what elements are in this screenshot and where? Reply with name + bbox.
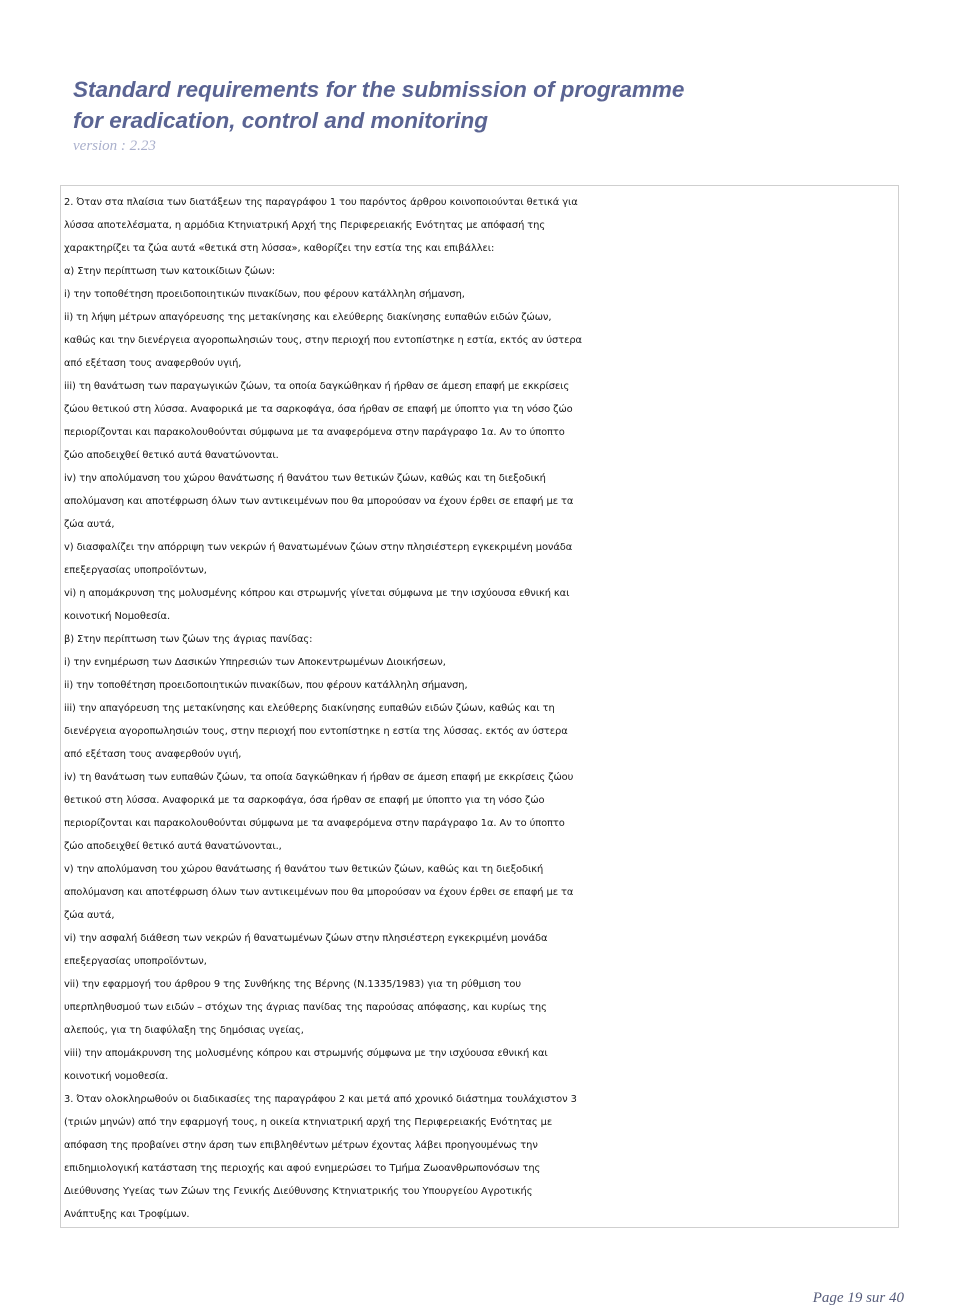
body-text-line: ζώο αποδειχθεί θετικό αυτά θανατώνονται.	[64, 450, 279, 461]
body-text-line: υπερπληθυσμού των ειδών – στόχων της άγριας πανίδας της παρούσας απόφασης, και κυρίως της	[64, 1002, 547, 1013]
body-text-line: περιορίζονται και παρακολουθούνται σύμφωνα με τα αναφερόμενα στην παράγραφο 1α. Αν το ύποπτο	[64, 818, 565, 829]
body-text-line: ζώα αυτά,	[64, 910, 115, 921]
body-text-line: επιδημιολογική κατάσταση της περιοχής και αφού ενημερώσει το Τμήμα Ζωοανθρωπονόσων της	[64, 1163, 541, 1174]
body-text-line: απολύμανση και αποτέφρωση όλων των αντικειμένων που θα μπορούσαν να έχουν έρθει σε επαφή με τα	[64, 496, 574, 507]
body-text-line: χαρακτηρίζει τα ζώα αυτά «θετικά στη λύσσα», καθορίζει την εστία της και επιβάλλει:	[64, 243, 495, 254]
body-text-line: α) Στην περίπτωση των κατοικίδιων ζώων:	[64, 266, 275, 277]
body-text-line: ii) τη λήψη μέτρων απαγόρευσης της μετακίνησης και ελεύθερης διακίνησης ευπαθών ειδών ζώων,	[64, 312, 552, 323]
body-text-line: κοινοτική Νομοθεσία.	[64, 611, 171, 622]
body-text-line: λύσσα αποτελέσματα, η αρμόδια Κτηνιατρική Αρχή της Περιφερειακής Ενότητας με απόφασή της	[64, 220, 546, 231]
body-text-line: περιορίζονται και παρακολουθούνται σύμφωνα με τα αναφερόμενα στην παράγραφο 1α. Αν το ύποπτο	[64, 427, 565, 438]
body-text-line: απόφαση της προβαίνει στην άρση των επιβληθέντων μέτρων έχοντας λάβει προηγουμένως την	[64, 1140, 538, 1151]
body-text-line: ζώο αποδειχθεί θετικό αυτά θανατώνονται.,	[64, 841, 282, 852]
body-text-line: vi) την ασφαλή διάθεση των νεκρών ή θανατωμένων ζώων στην πλησιέστερη εγκεκριμένη μονάδα	[64, 933, 548, 944]
text-content-box	[60, 185, 899, 1228]
body-text-line: κοινοτική νομοθεσία.	[64, 1071, 169, 1082]
body-text-line: v) διασφαλίζει την απόρριψη των νεκρών ή θανατωμένων ζώων στην πλησιέστερη εγκεκριμένη μονάδα	[64, 542, 573, 553]
body-text-line: iii) την απαγόρευση της μετακίνησης και ελεύθερης διακίνησης ευπαθών ειδών ζώων, καθώς και τη	[64, 703, 555, 714]
body-text-line: iv) τη θανάτωση των ευπαθών ζώων, τα οποία δαγκώθηκαν ή ήρθαν σε άμεση επαφή με εκκρίσεις ζώου	[64, 772, 574, 783]
body-text-line: viii) την απομάκρυνση της μολυσμένης κόπρου και στρωμνής σύμφωνα με την ισχύουσα εθνική και	[64, 1048, 548, 1059]
document-header	[73, 74, 893, 155]
body-text-line: από εξέταση τους αναφερθούν υγιή,	[64, 749, 242, 760]
body-text-line: vii) την εφαρμογή του άρθρου 9 της Συνθήκης της Βέρνης (Ν.1335/1983) για τη ρύθμιση του	[64, 979, 521, 990]
body-text-line: από εξέταση τους αναφερθούν υγιή,	[64, 358, 242, 369]
body-text-line: απολύμανση και αποτέφρωση όλων των αντικειμένων που θα μπορούσαν να έχουν έρθει σε επαφή με τα	[64, 887, 574, 898]
body-text-line: επεξεργασίας υποπροϊόντων,	[64, 956, 207, 967]
body-text-line: ii) την τοποθέτηση προειδοποιητικών πινακίδων, που φέρουν κατάλληλη σήμανση,	[64, 680, 468, 691]
body-text-line: β) Στην περίπτωση των ζώων της άγριας πανίδας:	[64, 634, 313, 645]
body-text-line: επεξεργασίας υποπροϊόντων,	[64, 565, 207, 576]
body-text-line: vi) η απομάκρυνση της μολυσμένης κόπρου και στρωμνής γίνεται σύμφωνα με την ισχύουσα εθνική και	[64, 588, 570, 599]
body-text-line: 2. Όταν στα πλαίσια των διατάξεων της παραγράφου 1 του παρόντος άρθρου κοινοποιούνται θετικά για	[64, 197, 578, 208]
body-text-line: i) την τοποθέτηση προειδοποιητικών πινακίδων, που φέρουν κατάλληλη σήμανση,	[64, 289, 465, 300]
body-text-line: i) την ενημέρωση των Δασικών Υπηρεσιών των Αποκεντρωμένων Διοικήσεων,	[64, 657, 446, 668]
body-text-line: 3. Όταν ολοκληρωθούν οι διαδικασίες της παραγράφου 2 και μετά από χρονικό διάστημα τουλάχιστον 3	[64, 1094, 577, 1105]
body-text-line: διενέργεια αγοροπωλησιών τους, στην περιοχή που εντοπίστηκε η εστία της λύσσας. εκτός αν ύστερα	[64, 726, 568, 737]
document-title-line-2: for eradication, control and monitoring	[73, 108, 489, 133]
body-text-line: ζώα αυτά,	[64, 519, 115, 530]
version-label: version : 2.23	[73, 138, 156, 154]
body-text-line: θετικού στη λύσσα. Αναφορικά με τα σαρκοφάγα, όσα ήρθαν σε επαφή με ύποπτο για τη νόσο ζώο	[64, 795, 545, 806]
document-title-line-1: Standard requirements for the submission of programme	[73, 77, 685, 102]
body-text-line: Διεύθυνσης Υγείας των Ζώων της Γενικής Διεύθυνσης Κτηνιατρικής του Υπουργείου Αγροτικής	[64, 1186, 533, 1197]
body-text-line: v) την απολύμανση του χώρου θανάτωσης ή θανάτου των θετικών ζώων, καθώς και τη διεξοδική	[64, 864, 544, 875]
body-text-line: Ανάπτυξης και Τροφίμων.	[64, 1209, 190, 1220]
body-text-line: iii) τη θανάτωση των παραγωγικών ζώων, τα οποία δαγκώθηκαν ή ήρθαν σε άμεση επαφή με εκκρίσεις	[64, 381, 570, 392]
body-text-line: ζώου θετικού στη λύσσα. Αναφορικά με τα σαρκοφάγα, όσα ήρθαν σε επαφή με ύποπτο για τη νόσο ζώο	[64, 404, 573, 415]
body-text-line: καθώς και την διενέργεια αγοροπωλησιών τους, στην περιοχή που εντοπίστηκε η εστία, εκτός αν ύστερα	[64, 335, 582, 346]
page-number: Page 19 sur 40	[812, 1290, 904, 1306]
body-text-line: αλεπούς, για τη διαφύλαξη της δημόσιας υγείας,	[64, 1025, 304, 1036]
body-text-line: iv) την απολύμανση του χώρου θανάτωσης ή θανάτου των θετικών ζώων, καθώς και τη διεξοδική	[64, 473, 546, 484]
body-text-line: (τριών μηνών) από την εφαρμογή τους, η οικεία κτηνιατρική αρχή της Περιφερειακής Ενότητας με	[64, 1117, 553, 1128]
